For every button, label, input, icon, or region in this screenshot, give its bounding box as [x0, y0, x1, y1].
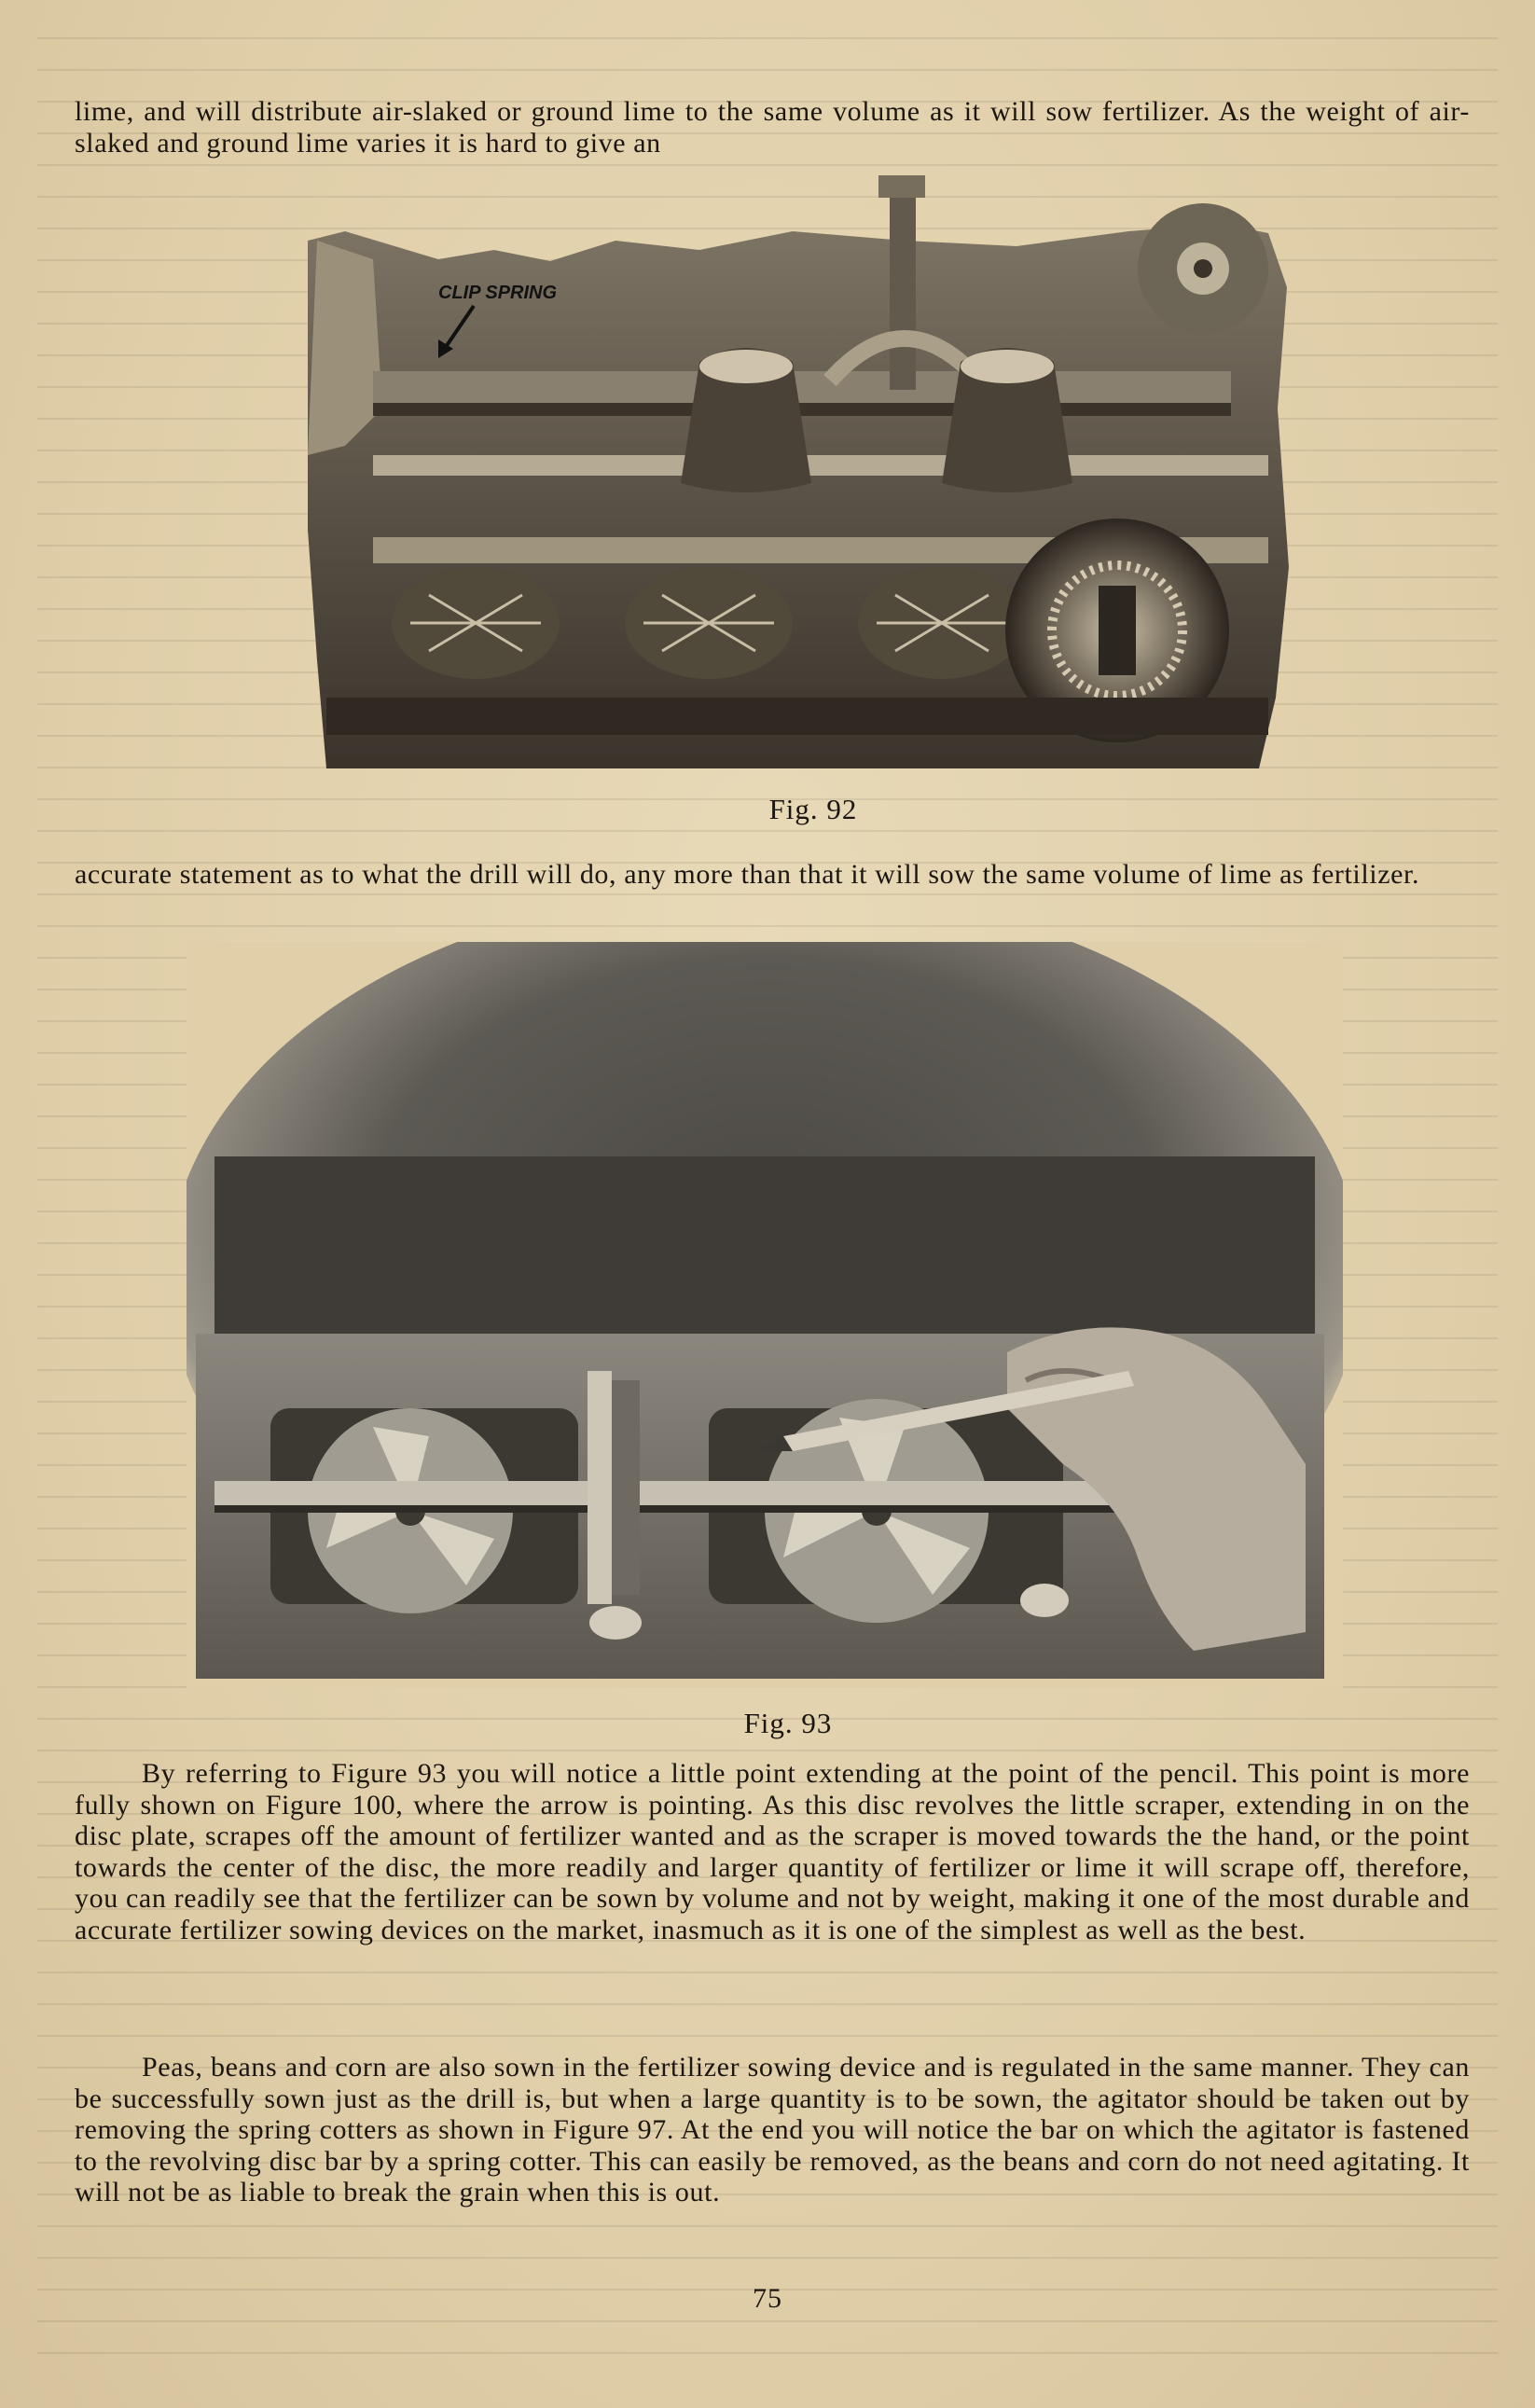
figure-93-photo — [187, 942, 1343, 1688]
paragraph-1: lime, and will distribute air-slaked or ground lime to the same volume as it will sow fertilizer. As the weight of air-slaked and ground lime varies it is hard to give an — [75, 96, 1470, 159]
paragraph-4: Peas, beans and corn are also sown in the fertilizer sowing device and is regulated in the same manner. They can be successfully sown just as the drill is, but when a large quantity is to be sown, the agitator should be taken out by removing the spring cotters as shown in Figure 97. At the end you will notice the bar on which the agitator is fastened to the revolving disc bar by a spring cotter. This can easily be removed, as the beans and corn do not need agitating. It will not be as liable to break the grain when this is out. — [75, 2052, 1470, 2207]
paragraph-3: By referring to Figure 93 you will notice a little point extending at the point of the pencil. This point is more fully shown on Figure 100, where the arrow is pointing. As this disc revolves the little scraper, extending in on the disc plate, scrapes off the amount of fertilizer wanted and as the scraper is moved towards the the hand, or the point towards the center of the disc, the more readily and larger quantity of fertilizer or lime it will scrape off, therefore, you can readily see that the fertilizer can be sown by volume and not by weight, making it one of the most durable and accurate fertilizer sowing devices on the market, inasmuch as it is one of the simplest as well as the best. — [75, 1758, 1470, 1945]
figure-93-caption: Fig. 93 — [743, 1707, 833, 1739]
clip-spring-label: CLIP SPRING — [438, 283, 558, 303]
page-number: 75 — [753, 2283, 782, 2314]
figure-92-caption: Fig. 92 — [768, 793, 858, 825]
paragraph-2: accurate statement as to what the drill will do, any more than that it will sow the same volume of lime as fertilizer. — [75, 859, 1420, 890]
figure-92-photo — [308, 175, 1289, 768]
